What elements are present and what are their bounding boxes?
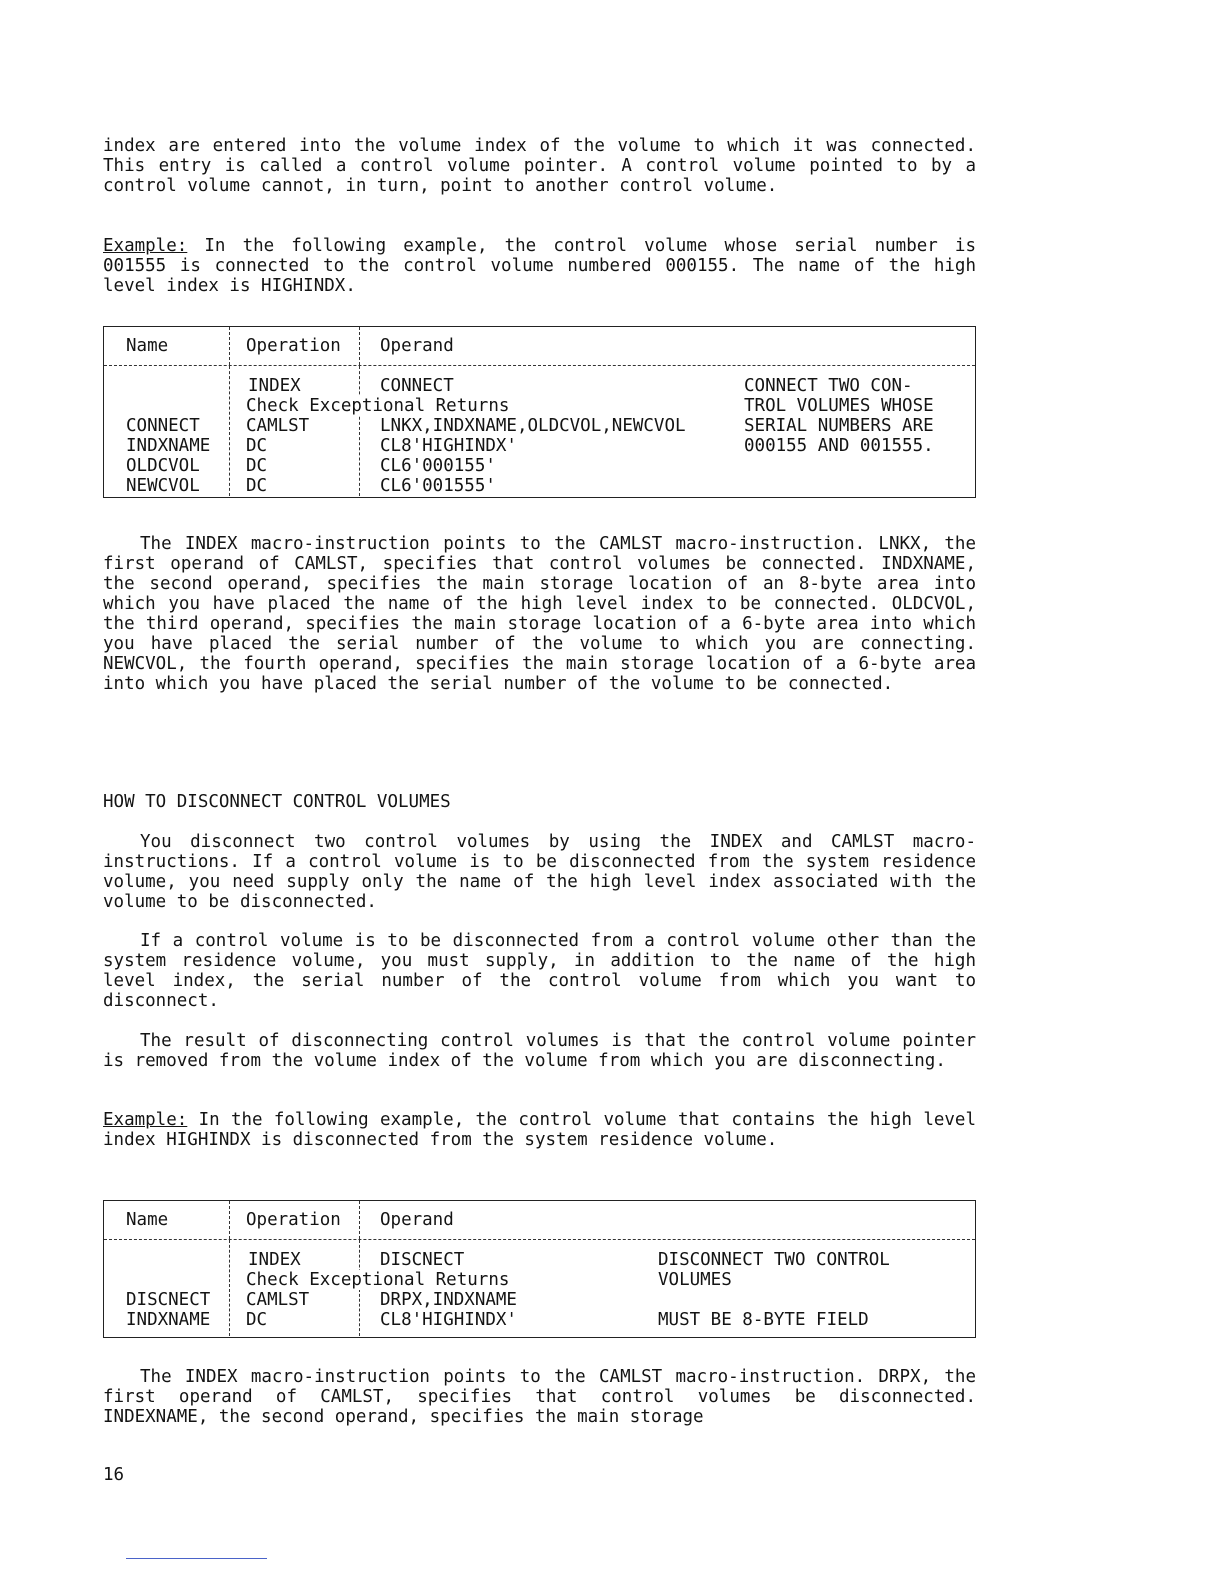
column-divider — [359, 1201, 360, 1239]
header-operand: Operand — [380, 336, 454, 356]
example-text: In the following example, the control volume whose serial number is 001555 is connected to the control volume numbered 000155. The name of the high level index is HIGHINDX. — [103, 236, 976, 296]
example-connect-paragraph — [103, 236, 976, 296]
column-divider — [229, 1240, 230, 1336]
paragraph-disconnect-intro: You disconnect two control volumes by using the INDEX and CAMLST macro-instructions. If a control volume is to be disconnected from the system residence volume, you need supply only the name of the high level index associated with the volume to be disconnected. — [103, 832, 976, 912]
header-operation: Operation — [246, 1210, 341, 1230]
column-divider — [229, 1201, 230, 1239]
header-operation: Operation — [246, 336, 341, 356]
column-divider — [229, 366, 230, 496]
column-divider — [359, 327, 360, 365]
paragraph-connect-explanation: The INDEX macro-instruction points to the CAMLST macro-instruction. LNKX, the first operand of CAMLST, specifies that control volumes be connected. INDXNAME, the second operand, specifies the main storage location of an 8-byte area into which you have placed the name of the high level index to be connected. OLDCVOL, the third operand, specifies the main storage location of a 6-byte area into which you have placed the serial number of the volume to which you are connecting. NEWCVOL, the fourth operand, specifies the main storage location of a 6-byte area into which you have placed the serial number of the volume to be connected. — [103, 534, 976, 694]
connect-code-table — [103, 326, 976, 498]
example-disconnect-paragraph — [103, 1110, 976, 1150]
disconnect-code-table — [103, 1200, 976, 1338]
table-body: INDEX DISCNECT DISCONNECT TWO CONTROL Check Exceptional Returns VOLUMES DISCNECT CAMLST DRPX,INDXNAME INDXNAME DC CL8'HIGHINDX' MUST BE 8-BYTE FIELD — [104, 1240, 975, 1336]
paragraph-disconnect-explanation: The INDEX macro-instruction points to the CAMLST macro-instruction. DRPX, the first operand of CAMLST, specifies that control volumes be disconnected. INDEXNAME, the second operand, specifies the main storage — [103, 1367, 976, 1427]
table-body: INDEX CONNECT CONNECT TWO CON- Check Exceptional Returns TROL VOLUMES WHOSE CONNECT CAMLST LNKX,INDXNAME,OLDCVOL,NEWCVOL SERIAL NUMBERS ARE INDXNAME DC CL8'HIGHINDX' 000155 AND 001555. OLDCVOL DC CL6'000155' NEWCVOL DC CL6'001555' — [104, 366, 975, 496]
paragraph-disconnect-other: If a control volume is to be disconnected from a control volume other than the system residence volume, you must supply, in addition to the name of the high level index, the serial number of the control volume from which you want to disconnect. — [103, 931, 976, 1011]
footer-rule — [126, 1558, 267, 1559]
example-label: Example: — [103, 236, 188, 256]
paragraph-control-volume-pointer: index are entered into the volume index of the volume to which it was connected. This entry is called a control volume pointer. A control volume pointed to by a control volume cannot, in turn, point to another control volume. — [103, 136, 976, 196]
header-name: Name — [126, 1210, 169, 1230]
table-header — [104, 1201, 975, 1240]
column-divider — [359, 366, 360, 496]
example-text: In the following example, the control volume that contains the high level index HIGHINDX is disconnected from the system residence volume. — [103, 1110, 976, 1150]
header-operand: Operand — [380, 1210, 454, 1230]
paragraph-disconnect-result: The result of disconnecting control volumes is that the control volume pointer is removed from the volume index of the volume from which you are disconnecting. — [103, 1031, 976, 1071]
column-divider — [229, 327, 230, 365]
page-number: 16 — [103, 1465, 125, 1485]
section-heading: HOW TO DISCONNECT CONTROL VOLUMES — [103, 792, 451, 812]
table-header — [104, 327, 975, 366]
header-name: Name — [126, 336, 169, 356]
example-label: Example: — [103, 1110, 188, 1130]
